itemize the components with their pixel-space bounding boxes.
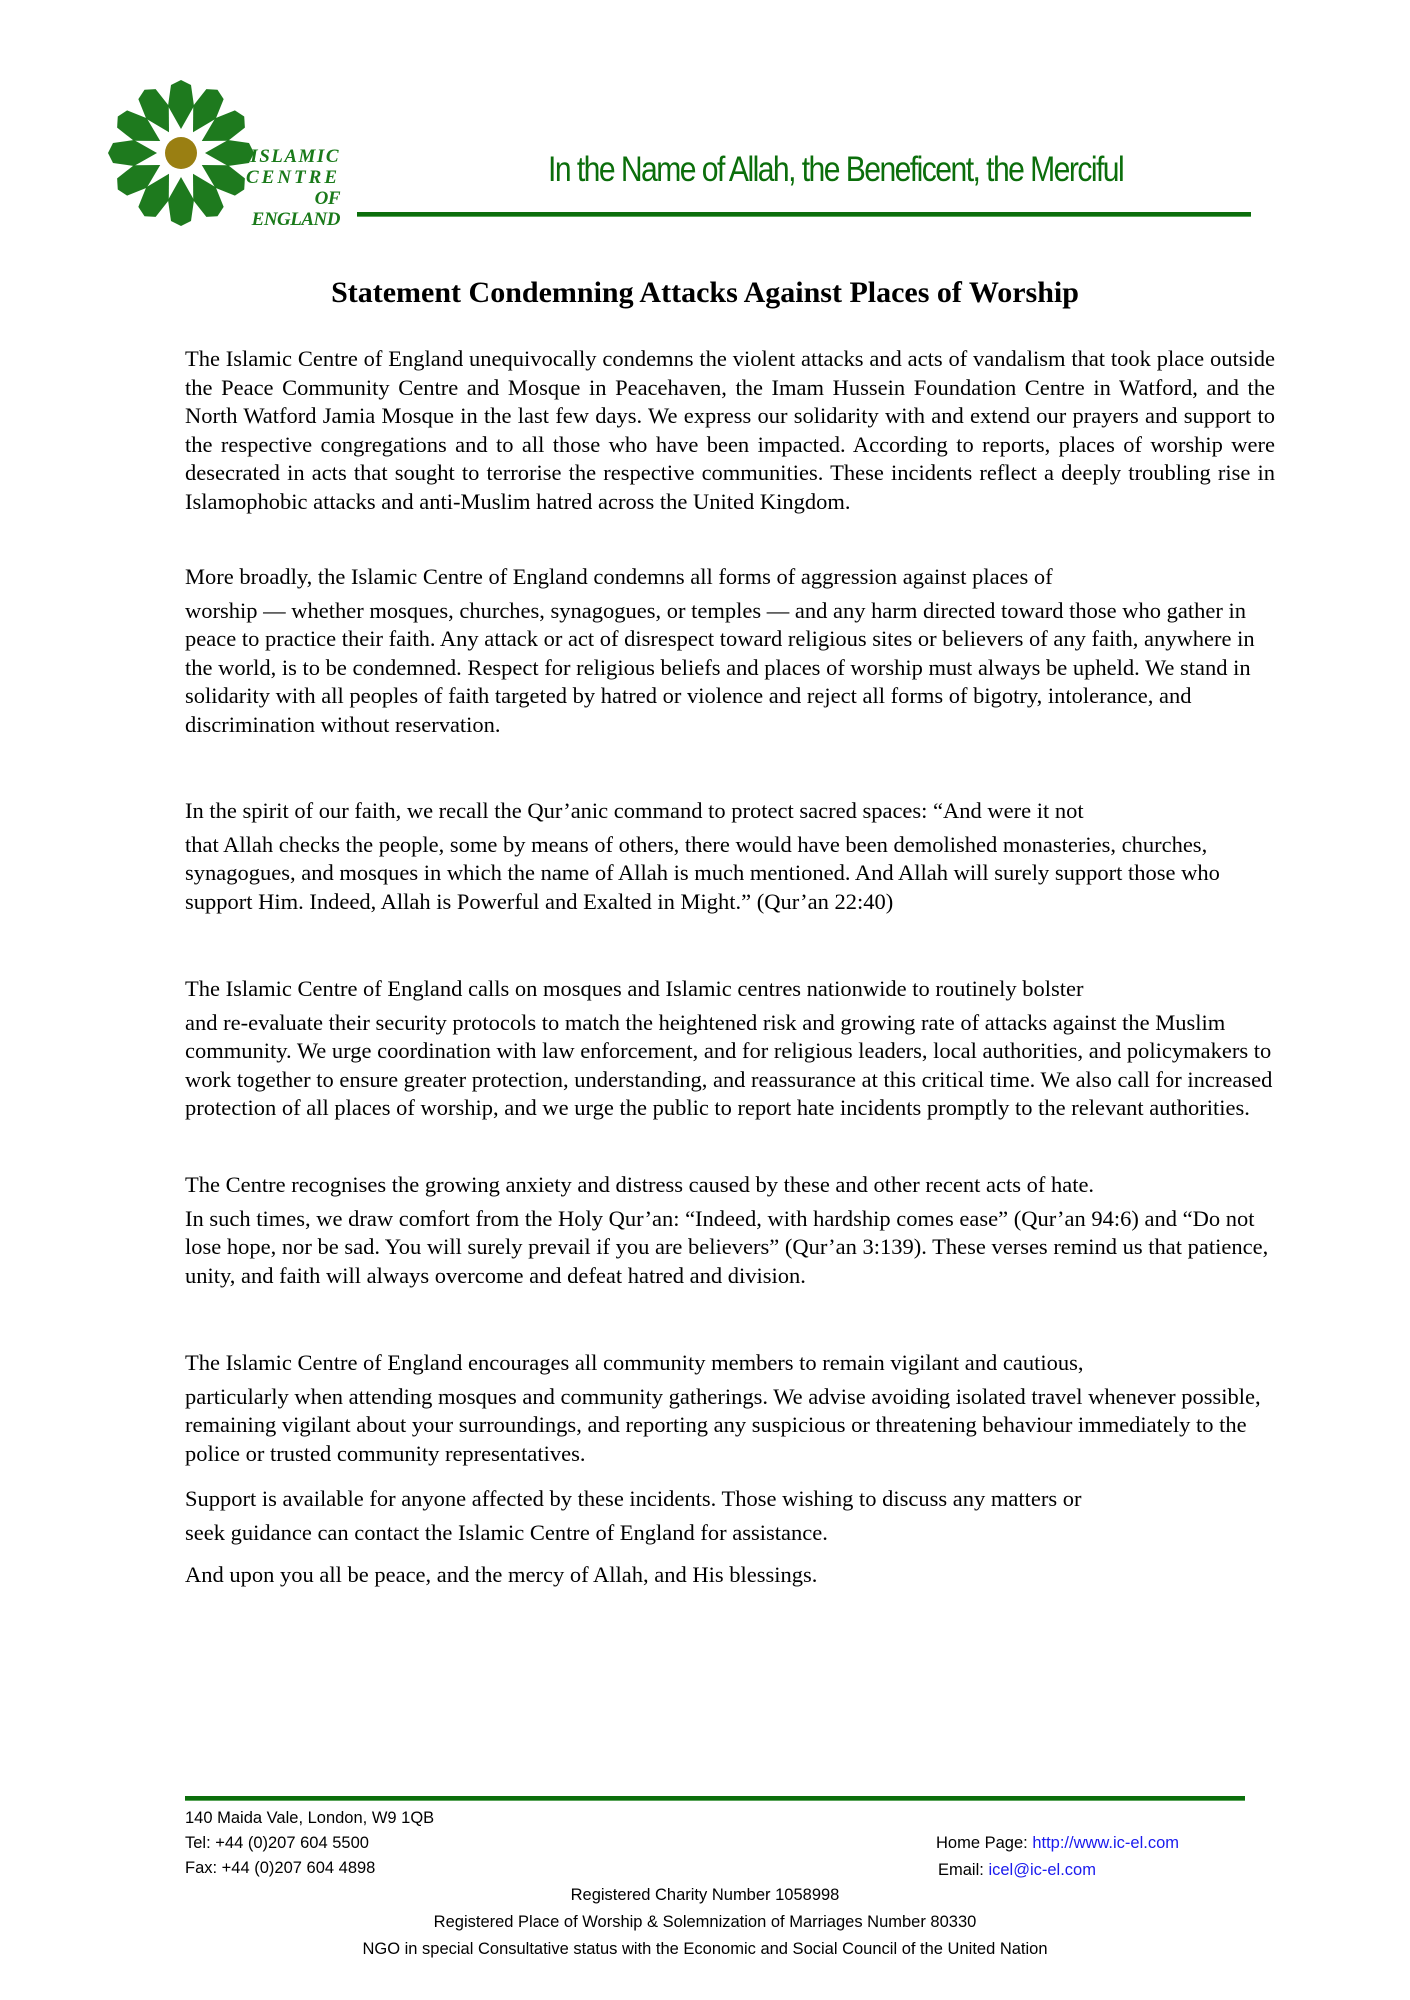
footer-tel: Tel: +44 (0)207 604 5500 — [185, 1834, 369, 1852]
header-divider — [357, 212, 1251, 217]
paragraph-4-first-line: The Islamic Centre of England calls on mosques and Islamic centres nationwide to routinely bolster — [185, 976, 1084, 1001]
footer-address: 140 Maida Vale, London, W9 1QB — [185, 1809, 435, 1827]
paragraph-2 — [185, 563, 1275, 740]
closing-salutation — [185, 1561, 1275, 1590]
paragraph-3-first-line: In the spirit of our faith, we recall the Qur’anic command to protect sacred spaces: “And were it not — [185, 798, 1084, 823]
paragraph-7 — [185, 1485, 1275, 1547]
worship-registration: Registered Place of Worship & Solemnization of Marriages Number 80330 — [433, 1913, 977, 1931]
document-title: Statement Condemning Attacks Against Places of Worship — [331, 276, 1079, 309]
paragraph-1 — [185, 345, 1275, 517]
email-link[interactable]: icel@ic-el.com — [988, 1861, 1096, 1879]
bismillah-heading: In the Name of Allah, the Beneficent, the Merciful — [548, 150, 1124, 189]
paragraph-5-first-line: The Centre recognises the growing anxiety and distress caused by these and other recent acts of hate. — [185, 1172, 1095, 1197]
homepage-label: Home Page: — [936, 1834, 1033, 1852]
closing-salutation-text: And upon you all be peace, and the mercy of Allah, and His blessings. — [185, 1562, 818, 1587]
ngo-status: NGO in special Consultative status with the Economic and Social Council of the United Nation — [362, 1940, 1048, 1958]
paragraph-6-text: particularly when attending mosques and community gatherings. We advise avoiding isolated travel whenever possible, remaining vigilant about your surroundings, and reporting any suspicious or threatening behaviour immediately to the police or trusted community representatives. — [185, 1383, 1261, 1466]
footer-registrations — [0, 1882, 1410, 1963]
footer-contact — [185, 1806, 434, 1881]
paragraph-2-text: worship — whether mosques, churches, synagogues, or temples — and any harm directed toward those who gather in peace to practice their faith. Any attack or act of disrespect toward religious sites or believers of any faith, anywhere in the world, is to be condemned. Respect for religious beliefs and places of worship must always be upheld. We stand in solidarity with all peoples of faith targeted by hatred or violence and reject all forms of bigotry, intolerance, and discrimination without reservation. — [185, 597, 1255, 737]
footer-divider — [185, 1796, 1245, 1801]
paragraph-7-text: seek guidance can contact the Islamic Centre of England for assistance. — [185, 1519, 828, 1545]
paragraph-3 — [185, 797, 1275, 916]
paragraph-5 — [185, 1171, 1275, 1290]
logo-line-of-england: OF ENGLAND — [251, 188, 340, 230]
paragraph-1-text: The Islamic Centre of England unequivocally condemns the violent attacks and acts of vandalism that took place outside the Peace Community Centre and Mosque in Peacehaven, the Imam Hussein Foundation Centre in Watford, and the North Watford Jamia Mosque in the last few days. We express our solidarity with and extend our prayers and support to the respective congregations and to all those who have been impacted. According to reports, places of worship were desecrated in acts that sought to terrorise the respective communities. These incidents reflect a deeply troubling rise in Islamophobic attacks and anti-Muslim hatred across the United Kingdom. — [185, 346, 1275, 514]
homepage-link[interactable]: http://www.ic-el.com — [1032, 1834, 1180, 1852]
footer-homepage-row — [936, 1830, 1179, 1857]
paragraph-6 — [185, 1349, 1275, 1468]
charity-number: Registered Charity Number 1058998 — [570, 1886, 840, 1904]
paragraph-5-text: In such times, we draw comfort from the Holy Qur’an: “Indeed, with hardship comes ease” (Qur’an 94:6) and “Do not lose hope, nor be sad. You will surely prevail if you are believers” (Qur’an 3:139). These verses remind us that patience, unity, and faith will always overcome and defeat hatred and division. — [185, 1205, 1269, 1288]
paragraph-4 — [185, 975, 1275, 1123]
email-label: Email: — [938, 1861, 989, 1879]
paragraph-6-first-line: The Islamic Centre of England encourages all community members to remain vigilant and cautious, — [185, 1350, 1084, 1375]
paragraph-3-text: that Allah checks the people, some by means of others, there would have been demolished monasteries, churches, synagogues, and mosques in which the name of Allah is much mentioned. And Allah will surely support those who support Him. Indeed, Allah is Powerful and Exalted in Might.” (Qur’an 22:40) — [185, 831, 1220, 914]
footer-email-row — [936, 1857, 1179, 1884]
logo-line-centre: CENTRE — [245, 167, 340, 188]
footer-web — [936, 1830, 1179, 1884]
footer-fax: Fax: +44 (0)207 604 4898 — [185, 1859, 376, 1877]
paragraph-4-text: and re-evaluate their security protocols to match the heightened risk and growing rate of attacks against the Muslim community. We urge coordination with law enforcement, and for religious leaders, local authorities, and policymakers to work together to ensure greater protection, understanding, and reassurance at this critical time. We also call for increased protection of all places of worship, and we urge the public to report hate incidents promptly to the relevant authorities. — [185, 1009, 1273, 1121]
paragraph-2-first-line: More broadly, the Islamic Centre of England condemns all forms of aggression against places of — [185, 564, 1053, 589]
logo-wordmark — [245, 146, 340, 230]
paragraph-7-first-line: Support is available for anyone affected by these incidents. Those wishing to discuss any matters or — [185, 1486, 1082, 1511]
logo-line-islamic: ISLAMIC — [250, 146, 340, 167]
